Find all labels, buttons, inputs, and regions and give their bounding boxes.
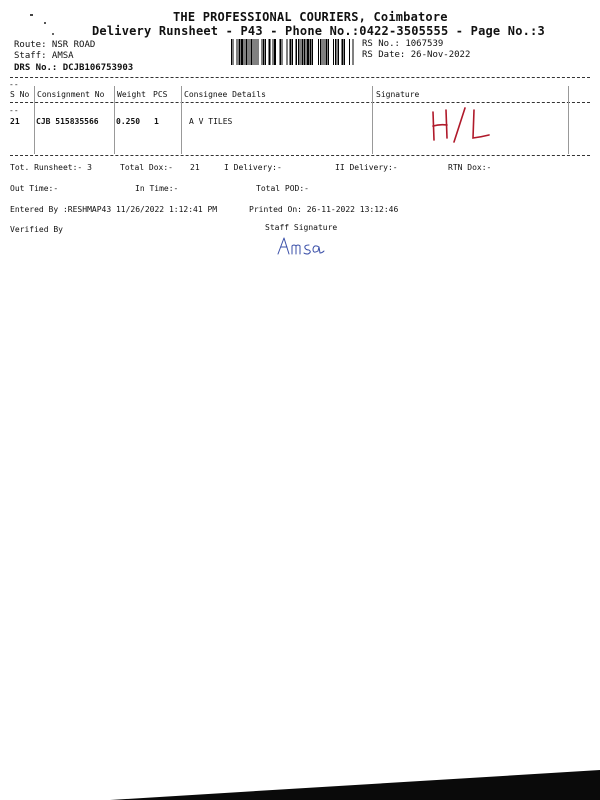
table-bottom-rule — [10, 155, 590, 156]
col-header-signature: Signature — [376, 90, 420, 99]
rs-date: RS Date: 26-Nov-2022 — [362, 50, 471, 60]
verified-by: Verified By — [10, 225, 63, 234]
col-header-consignment: Consignment No — [37, 90, 105, 99]
col-header-weight: Weight — [117, 90, 146, 99]
column-divider — [372, 86, 373, 154]
row-consignee: A V TILES — [189, 117, 233, 126]
col-header-sno: S No — [10, 90, 30, 99]
scan-speck — [52, 33, 54, 35]
col-header-consignee: Consignee Details — [184, 90, 266, 99]
staff-label: Staff: AMSA — [14, 51, 74, 61]
handwritten-staff-signature — [276, 234, 336, 258]
total-pod: Total POD:- — [256, 184, 309, 193]
total-dox-label: Total Dox:- — [120, 163, 173, 172]
company-title: THE PROFESSIONAL COURIERS, Coimbatore — [173, 10, 448, 24]
total-dox-value: 21 — [190, 163, 200, 172]
scan-speck — [30, 14, 33, 16]
dash-mark: -- — [9, 80, 19, 89]
column-divider — [34, 86, 35, 154]
entered-by: Entered By :RESHMAP43 11/26/2022 1:12:41 PM — [10, 205, 218, 214]
row-pcs: 1 — [154, 117, 159, 126]
row-weight: 0.250 — [116, 117, 141, 126]
row-consignment: CJB 515835566 — [36, 117, 99, 126]
runsheet-subtitle: Delivery Runsheet - P43 - Phone No.:0422-3505555 - Page No.:3 — [92, 24, 545, 38]
header-bottom-rule — [10, 102, 590, 103]
tot-runsheet: Tot. Runsheet:- 3 — [10, 163, 92, 172]
column-divider — [568, 86, 569, 154]
rtn-dox: RTN Dox:- — [448, 163, 492, 172]
scan-speck — [44, 22, 46, 24]
ii-delivery: II Delivery:- — [335, 163, 398, 172]
scan-shadow — [0, 770, 600, 800]
scan-shadow-right — [586, 690, 600, 800]
dash-mark: -- — [9, 106, 19, 115]
route-label: Route: NSR ROAD — [14, 40, 96, 50]
barcode — [230, 39, 355, 65]
rs-number: RS No.: 1067539 — [362, 39, 444, 49]
staff-signature-label: Staff Signature — [265, 223, 338, 232]
in-time: In Time:- — [135, 184, 179, 193]
drs-number: DRS No.: DCJB106753903 — [14, 63, 134, 73]
col-header-pcs: PCS — [153, 90, 168, 99]
row-sno: 21 — [10, 117, 20, 126]
column-divider — [181, 86, 182, 154]
table-top-rule — [10, 77, 590, 78]
i-delivery: I Delivery:- — [224, 163, 282, 172]
column-divider — [114, 86, 115, 154]
printed-on: Printed On: 26-11-2022 13:12:46 — [249, 205, 399, 214]
handwritten-signature-hl — [425, 104, 500, 149]
out-time: Out Time:- — [10, 184, 59, 193]
